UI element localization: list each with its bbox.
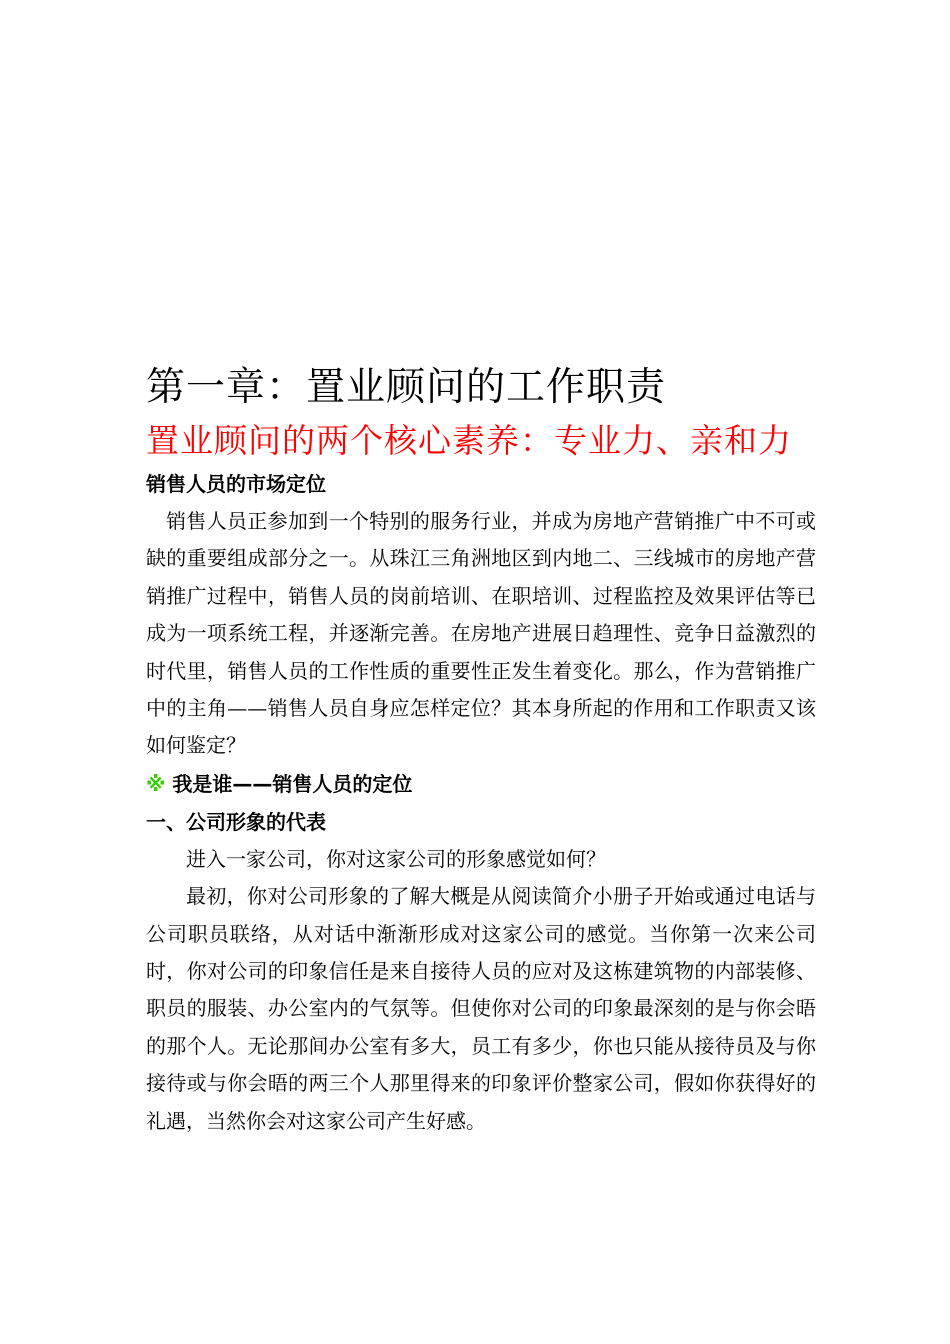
subsection-heading-text: 我是谁——销售人员的定位 [172,771,413,796]
subsection-heading [146,765,816,803]
chapter-title: 第一章：置业顾问的工作职责 [146,365,667,410]
item-heading: 一、公司形象的代表 [146,809,326,834]
chapter-subtitle: 置业顾问的两个核心素养：专业力、亲和力 [146,421,792,460]
intro-paragraph: 销售人员正参加到一个特别的服务行业，并成为房地产营销推广中不可或缺的重要组成部分之一。从珠江三角洲地区到内地二、三线城市的房地产营销推广过程中，销售人员的岗前培训、在职培训、过程监控及效果评估等已成为一项系统工程，并逐渐完善。在房地产进展日趋理性、竞争日益激烈的时代里，销售人员的工作性质的重要性正发生着变化。那么，作为营销推广中的主角——销售人员自身应怎样定位？其本身所起的作用和工作职责又该如何鉴定？ [146,509,816,758]
reference-mark-icon: ※ [146,771,166,796]
body-paragraph: 最初，你对公司形象的了解大概是从阅读简介小册子开始或通过电话与公司职员联络，从对话中渐渐形成对这家公司的感觉。当你第一次来公司时，你对公司的印象信任是来自接待人员的应对及这栋建筑物的内部装修、职员的服装、办公室内的气氛等。但使你对公司的印象最深刻的是与你会晤的那个人。无论那间办公室有多大，员工有多少，你也只能从接待员及与你接待或与你会晤的两三个人那里得来的印象评价整家公司，假如你获得好的礼遇，当然你会对这家公司产生好感。 [146,884,816,1133]
question-paragraph: 进入一家公司，你对这家公司的形象感觉如何？ [186,846,606,871]
page-content [146,360,816,1140]
section-heading: 销售人员的市场定位 [146,472,326,496]
